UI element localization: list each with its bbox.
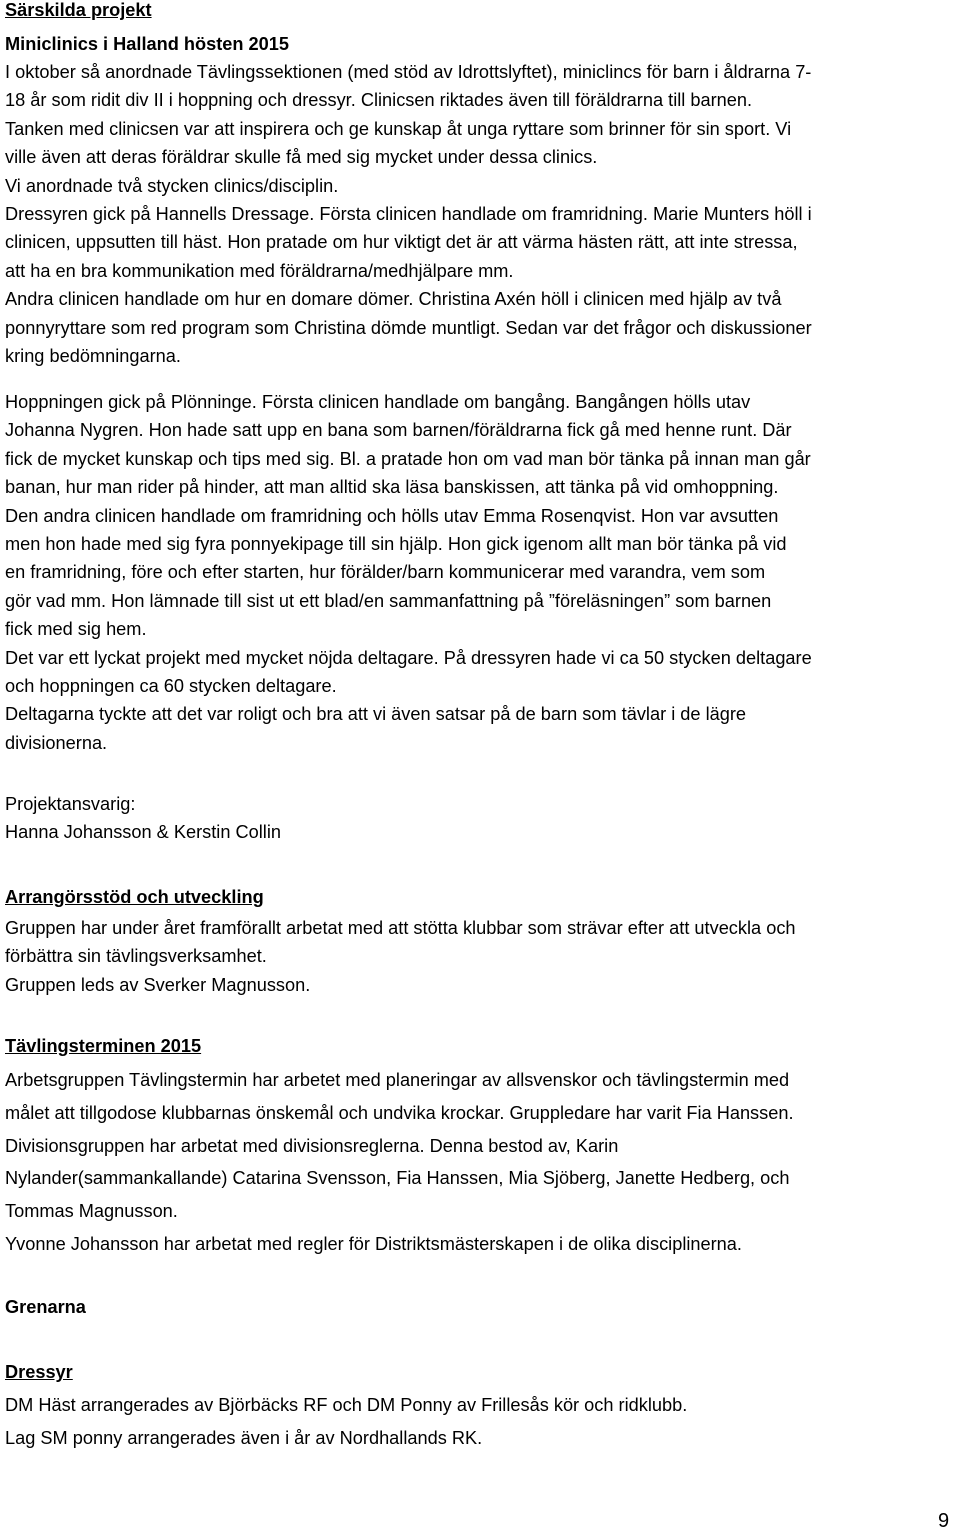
text-line: fick med sig hem. [5,619,147,640]
paragraph-miniclinics-intro [5,58,955,370]
projektansvarig-block [5,790,955,847]
paragraph-arrangorsstod [5,914,955,999]
text-line: Johanna Nygren. Hon hade satt upp en bana som barnen/föräldrarna fick gå med henne runt. Där [5,420,792,441]
paragraph-tavlingsterminen [5,1064,955,1261]
text-line: clinicen, uppsutten till häst. Hon pratade om hur viktigt det är att värma hästen rätt, att inte stressa, [5,232,798,253]
heading-sarskilda-projekt: Särskilda projekt [5,0,152,20]
text-line: Tanken med clinicsen var att inspirera och ge kunskap åt unga ryttare som brinner för sin sport. Vi [5,118,792,139]
text-line: Arbetsgruppen Tävlingstermin har arbetet med planeringar av allsvenskor och tävlingstermin med [5,1070,790,1090]
text-line: målet att tillgodose klubbarnas önskemål och undvika krockar. Gruppledare har varit Fia Hanssen. [5,1102,794,1123]
text-line: Lag SM ponny arrangerades även i år av Nordhallands RK. [5,1428,483,1448]
text-line: en framridning, före och efter starten, hur förälder/barn kommunicerar med varandra, vem som [5,562,766,583]
heading-tavlingsterminen: Tävlingsterminen 2015 [5,1036,202,1056]
heading-arrangorsstod: Arrangörsstöd och utveckling [5,887,264,907]
text-line: Dressyren gick på Hannells Dressage. Första clinicen handlade om framridning. Marie Munters höll i [5,204,812,225]
text-line: Den andra clinicen handlade om framridning och hölls utav Emma Rosenqvist. Hon var avsutten [5,505,779,526]
text-line: Gruppen har under året framförallt arbetat med att stötta klubbar som strävar efter att utveckla och [5,918,796,938]
text-line: kring bedömningarna. [5,346,181,367]
text-line: Det var ett lyckat projekt med mycket nöjda deltagare. På dressyren hade vi ca 50 stycken deltagare [5,647,812,668]
text-line: Andra clinicen handlade om hur en domare dömer. Christina Axén höll i clinicen med hjälp av två [5,289,782,310]
text-line: ponnyryttare som red program som Christina dömde muntligt. Sedan var det frågor och diskussioner [5,317,812,338]
text-line: Gruppen leds av Sverker Magnusson. [5,974,311,995]
text-line: Tommas Magnusson. [5,1201,178,1222]
text-line: Vi anordnade två stycken clinics/disciplin. [5,175,339,196]
text-line: I oktober så anordnade Tävlingssektionen (med stöd av Idrottslyftet), miniclincs för barn i åldrarna 7- [5,62,812,82]
responsible-label: Projektansvarig: [5,794,136,814]
text-line: och hoppningen ca 60 stycken deltagare. [5,676,337,697]
paragraph-hoppning [5,388,955,757]
text-line: Deltagarna tyckte att det var roligt och bra att vi även satsar på de barn som tävlar i de lägre [5,704,747,725]
text-line: att ha en bra kommunikation med föräldrarna/medhjälpare mm. [5,260,514,281]
text-line: Divisionsgruppen har arbetat med divisionsreglerna. Denna bestod av, Karin [5,1135,619,1156]
text-line: DM Häst arrangerades av Björbäcks RF och DM Ponny av Frillesås kör och ridklubb. [5,1395,688,1415]
text-line: gör vad mm. Hon lämnade till sist ut ett blad/en sammanfattning på ”föreläsningen” som barnen [5,590,772,611]
text-line: Yvonne Johansson har arbetat med regler för Distriktsmästerskapen i de olika disciplinerna. [5,1233,742,1254]
text-line: ville även att deras föräldrar skulle få med sig mycket under dessa clinics. [5,147,598,168]
page-number: 9 [938,1510,950,1532]
text-line: fick de mycket kunskap och tips med sig. Bl. a pratade hon om vad man bör tänka på innan man går [5,448,811,469]
heading-grenarna: Grenarna [5,1297,86,1317]
heading-dressyr: Dressyr [5,1362,73,1382]
subheading-miniclinics: Miniclinics i Halland hösten 2015 [5,34,290,54]
text-line: men hon hade med sig fyra ponnyekipage till sin hjälp. Hon gick igenom allt man bör tänka på vid [5,534,787,555]
paragraph-dressyr [5,1389,955,1455]
text-line: Hoppningen gick på Plönninge. Första clinicen handlade om bangång. Bangången hölls utav [5,392,751,412]
responsible-names: Hanna Johansson & Kerstin Collin [5,822,282,843]
text-line: förbättra sin tävlingsverksamhet. [5,946,267,967]
text-line: divisionerna. [5,732,108,753]
text-line: 18 år som ridit div II i hoppning och dressyr. Clinicsen riktades även till föräldrarna till barnen. [5,90,753,111]
text-line: Nylander(sammankallande) Catarina Svensson, Fia Hanssen, Mia Sjöberg, Janette Hedberg, och [5,1168,790,1189]
text-line: banan, hur man rider på hinder, att man alltid ska läsa banskissen, att tänka på vid omhoppning. [5,477,779,498]
